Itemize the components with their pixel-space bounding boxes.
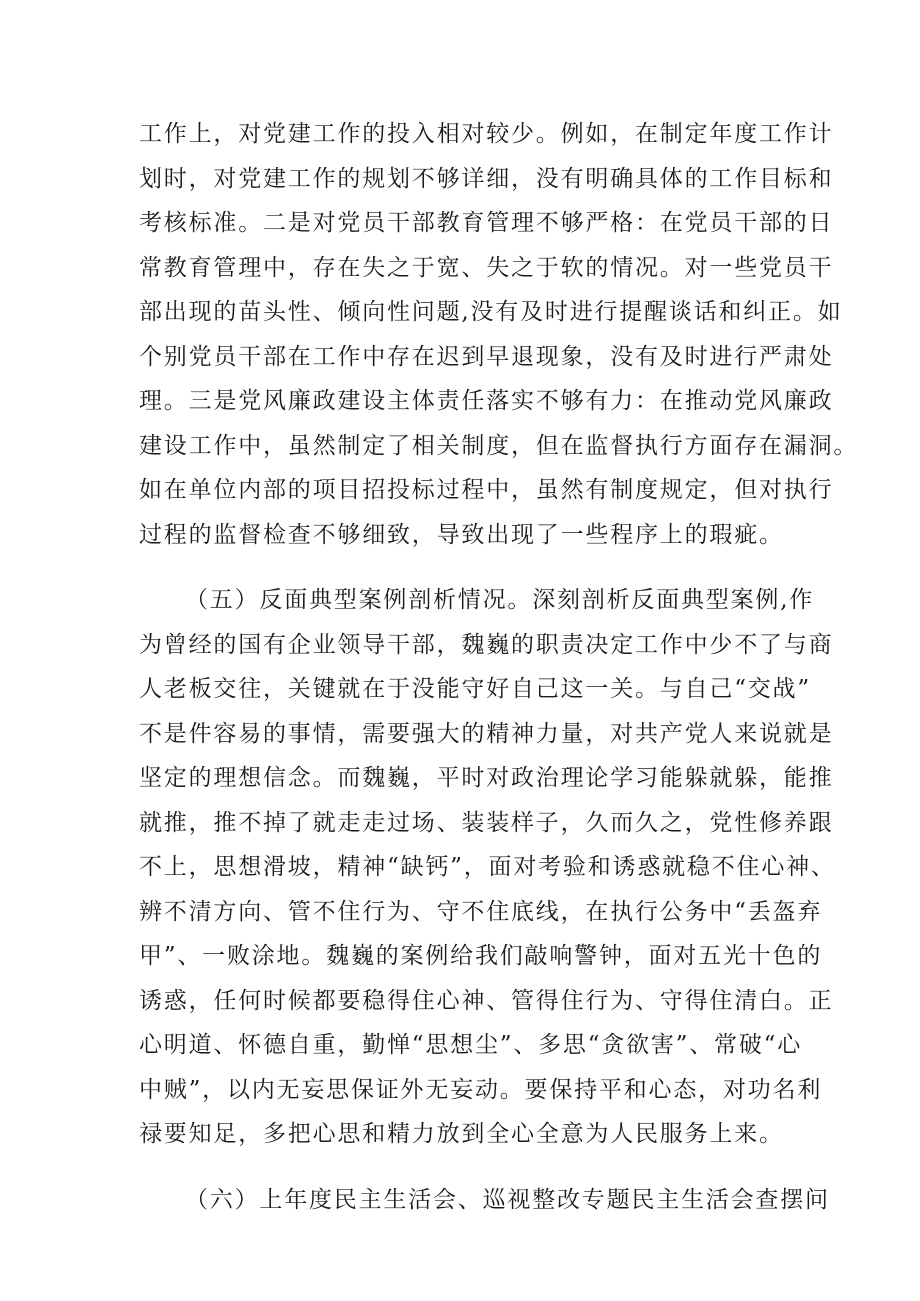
- text-line: 不是件容易的事情，需要强大的精神力量，对共产党人来说就是: [139, 720, 834, 747]
- text-line: 理。三是党风廉政建设主体责任落实不够有力：在推动党风廉政: [139, 388, 834, 414]
- text-line: 甲”、一败涂地。魏巍的案例给我们敲响警钟，面对五光十色的: [139, 943, 823, 969]
- text-line: 辨不清方向、管不住行为、守不住底线，在执行公务中“丢盔弃: [139, 898, 823, 925]
- text-line: 禄要知足，多把心思和精力放到全心全意为人民服务上来。: [139, 1121, 784, 1147]
- text-line: 个别党员干部在工作中存在迟到早退现象，没有及时进行严肃处: [139, 343, 834, 370]
- text-line: 考核标准。二是对党员干部教育管理不够严格：在党员干部的日: [139, 210, 834, 236]
- text-line: 如在单位内部的项目招投标过程中，虽然有制度规定，但对执行: [139, 477, 834, 503]
- text-line: 中贼”，以内无妄思保证外无妄动。要保持平和心态，对功名利: [139, 1076, 823, 1103]
- text-line: 为曾经的国有企业领导干部，魏巍的职责决定工作中少不了与商: [139, 631, 834, 658]
- paragraph-rectification-heading: [139, 1178, 830, 1223]
- text-line: 工作上，对党建工作的投入相对较少。例如，在制定年度工作计: [139, 121, 834, 147]
- text-line: 不上，思想滑坡，精神“缺钙”，面对考验和诱惑就稳不住心神、: [139, 854, 836, 880]
- text-line: 人老板交往，关键就在于没能守好自己这一关。与自己“交战”: [139, 676, 811, 702]
- paragraph-case-analysis: [139, 578, 836, 1157]
- text-line: 坚定的理想信念。而魏巍，平时对政治理论学习能躲就躲，能推: [139, 765, 834, 791]
- paragraph-gap: [139, 557, 799, 578]
- text-line: （六）上年度民主生活会、巡视整改专题民主生活会查摆问: [185, 1186, 830, 1213]
- text-line: 部出现的苗头性、倾向性问题,没有及时进行提醒谈话和纠正。如: [139, 299, 843, 325]
- text-line: 建设工作中，虽然制定了相关制度，但在监督执行方面存在漏洞。: [139, 432, 859, 459]
- document-body: [139, 112, 859, 1222]
- paragraph-party-building-issues: [139, 112, 859, 557]
- paragraph-gap: [139, 1157, 799, 1178]
- text-line: 就推，推不掉了就走走过场、装装样子，久而久之，党性修养跟: [139, 809, 834, 836]
- text-line: 常教育管理中，存在失之于宽、失之于软的情况。对一些党员干: [139, 254, 834, 281]
- text-line: 心明道、怀德自重，勤惮“思想尘”、多思“贪欲害”、常破“心: [139, 1032, 802, 1058]
- text-line: 划时，对党建工作的规划不够详细，没有明确具体的工作目标和: [139, 165, 834, 192]
- text-line: （五）反面典型案例剖析情况。深刻剖析反面典型案例,作: [185, 587, 815, 613]
- text-line: 过程的监督检查不够细致，导致出现了一些程序上的瑕疵。: [139, 521, 784, 548]
- text-line: 诱惑，任何时候都要稳得住心神、管得住行为、守得住清白。正: [139, 987, 834, 1014]
